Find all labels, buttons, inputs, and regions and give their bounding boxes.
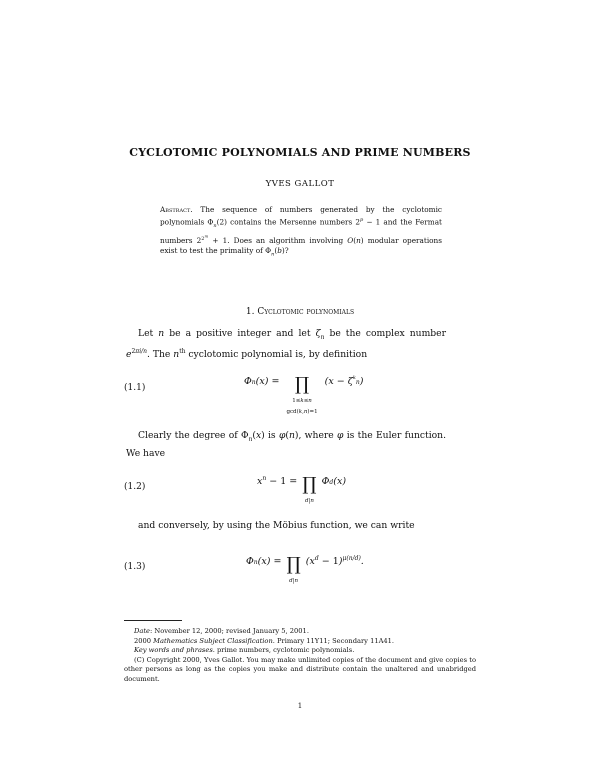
paragraph-2: Clearly the degree of $\Phi_n(x)$ is φ(n), where φ is the Euler function. We have [126, 430, 447, 460]
page-number: 1 [297, 702, 303, 710]
equation-number-1-1: (1.1) [124, 383, 146, 393]
paragraph-1: Let n be a positive integer and let $\zeta_n$ be the complex number $e^{2\pi i/n}$. The $n^{th}$ cyclotomic polynomial is, by definition [126, 328, 446, 361]
section-number: 1. [245, 307, 255, 317]
equation-1-2: $x^n - 1$ = ∏ d|n Φd(x) [257, 474, 347, 504]
footnote-msc: 2000 Mathematics Subject Classification. Primary 11Y11; Secondary 11A41. [134, 636, 395, 645]
equation-1-3: Φn(x) = ∏ d|n $(x^d - 1)^{\mu(n/d)}$. [246, 554, 364, 584]
footnote-copyright: (C) Copyright 2000, Yves Gallot. You may make unlimited copies of the document and give copies to other persons as long as the copies you make and distribute contain the unaltered and unabridged document. [124, 655, 476, 683]
footnote-rule [124, 620, 182, 621]
section-title: Cyclotomic polynomials [257, 307, 355, 317]
footnote-date: Date: November 12, 2000; revised January 5, 2001. [134, 627, 309, 635]
author-name: YVES GALLOT [265, 179, 335, 189]
section-heading [0, 307, 600, 317]
paragraph-3: and conversely, by using the Möbius function, we can write [138, 520, 415, 531]
equation-number-1-3: (1.3) [124, 562, 146, 572]
paper-title: CYCLOTOMIC POLYNOMIALS AND PRIME NUMBERS [129, 146, 471, 159]
equation-1-1: Φn(x) = ∏ 1≤k≤n gcd(k,n)=1 $(x - \zeta^kn)$ [244, 374, 364, 415]
footnote-keywords: Key words and phrases. prime numbers, cyclotomic polynomials. [134, 646, 355, 654]
footnotes [124, 627, 476, 684]
abstract-label: Abstract. [160, 205, 193, 214]
equation-number-1-2: (1.2) [124, 482, 146, 492]
abstract: Abstract. The sequence of numbers generated by the cyclotomic polynomials $\Phi_n(2)$ contains the Mersenne numbers $2^p - 1$ and the Fermat numbers $2^{2^m} + 1$. Does an algorithm involving O(n) modular operations exist to test the primality of $\Phi_n(b)$? [160, 205, 442, 258]
